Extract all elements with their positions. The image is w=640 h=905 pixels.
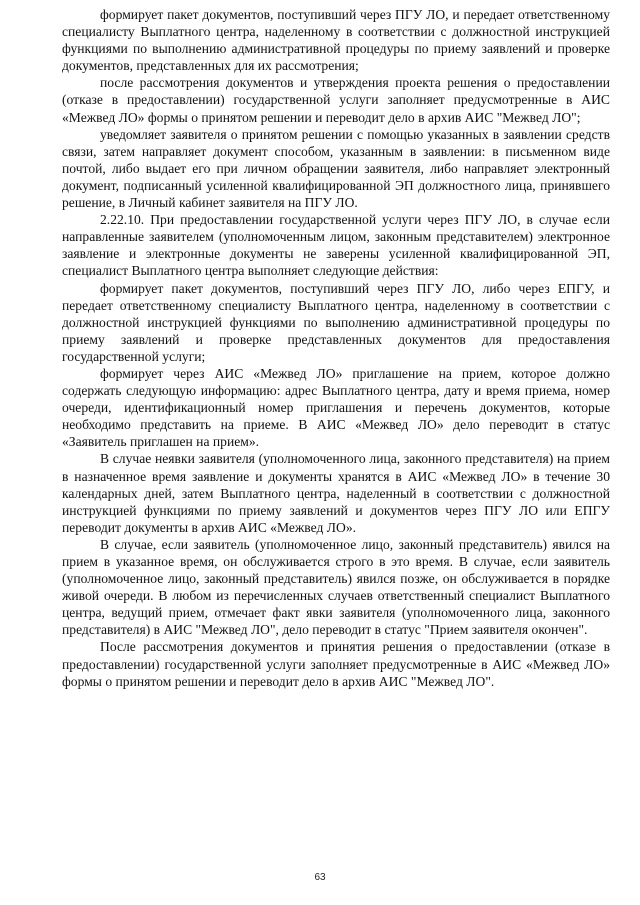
paragraph-9: После рассмотрения документов и принятия решения о предоставлении (отказе в предоставлении) государственной услуги заполняет предусмотренные в АИС «Межвед ЛО» формы о принятом решении и переводит дело в архив АИС "Межвед ЛО". — [62, 639, 610, 689]
page-number: 63 — [314, 872, 326, 883]
paragraph-7: В случае неявки заявителя (уполномоченного лица, законного представителя) на прием в назначенное время заявление и документы хранятся в АИС «Межвед ЛО» в течение 30 календарных дней, затем Выплатного центра, наделенный в соответствии с должностной инструкцией функциями по приему заявлений и документов через ПГУ ЛО или ЕПГУ переводит документы в архив АИС «Межвед ЛО». — [62, 451, 610, 535]
paragraph-5: формирует пакет документов, поступивший через ПГУ ЛО, либо через ЕПГУ, и передает ответственному специалисту Выплатного центра, наделенному в соответствии с должностной инструкцией функциями по выполнению административной процедуры по приему заявлений и проверке представленных документов для предоставления государственной услуги; — [62, 280, 610, 364]
paragraph-4: 2.22.10. При предоставлении государственной услуги через ПГУ ЛО, в случае если направленные заявителем (уполномоченным лицом, законным представителем) электронное заявление и электронные документы не заверены усиленной квалифицированной ЭП, специалист Выплатного центра выполняет следующие действия: — [62, 212, 610, 279]
document-page — [62, 6, 610, 690]
paragraph-2: после рассмотрения документов и утверждения проекта решения о предоставлении (отказе в предоставлении) государственной услуги заполняет предусмотренные в АИС «Межвед ЛО» формы о принятом решении и переводит дело в архив АИС "Межвед ЛО"; — [62, 75, 610, 125]
paragraph-6: формирует через АИС «Межвед ЛО» приглашение на прием, которое должно содержать следующую информацию: адрес Выплатного центра, дату и время приема, номер очереди, идентификационный номер приглашения и перечень документов, которые необходимо представить на приеме. В АИС «Межвед ЛО» дело переводит в статус «Заявитель приглашен на прием». — [62, 365, 610, 450]
paragraph-8: В случае, если заявитель (уполномоченное лицо, законный представитель) явился на прием в указанное время, он обслуживается строго в это время. В случае, если заявитель (уполномоченное лицо, законный представитель) явился позже, он обслуживается в порядке живой очереди. В любом из перечисленных случаев ответственный специалист Выплатного центра, ведущий прием, отмечает факт явки заявителя (уполномоченного лица, законного представителя) в АИС "Межвед ЛО", дело переводит в статус "Прием заявителя окончен". — [62, 536, 610, 638]
paragraph-1: формирует пакет документов, поступивший через ПГУ ЛО, и передает ответственному специалисту Выплатного центра, наделенному в соответствии с должностной инструкцией функциями по выполнению административной процедуры по приему заявлений и проверке документов, представленных для их рассмотрения; — [62, 7, 610, 74]
paragraph-3: уведомляет заявителя о принятом решении с помощью указанных в заявлении средств связи, затем направляет документ способом, указанным в заявлении: в письменном виде почтой, либо выдает его при личном обращении заявителя, либо направляет электронный документ, подписанный усиленной квалифицированной ЭП должностного лица, принявшего решение, в Личный кабинет заявителя на ПГУ ЛО. — [62, 126, 610, 211]
